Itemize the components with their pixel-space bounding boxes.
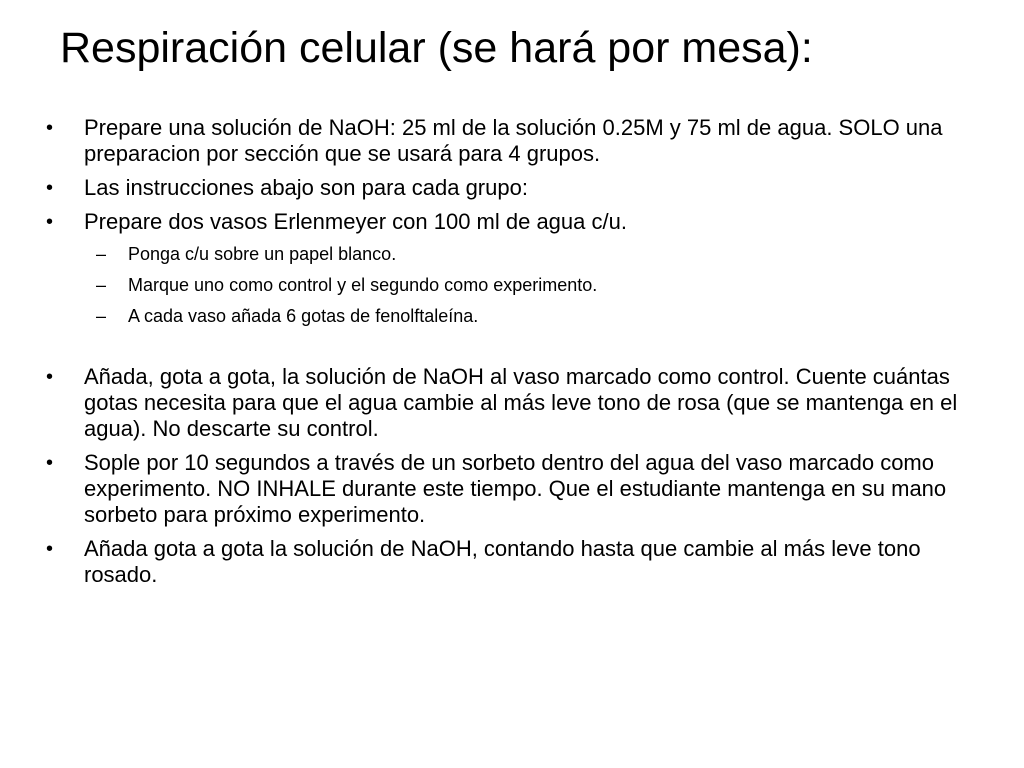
sub-bullet-marker: – [96, 306, 107, 326]
sub-bullet-text: A cada vaso añada 6 gotas de fenolftaleína. [128, 306, 479, 326]
bullet-marker: • [46, 211, 54, 233]
bullet-text: Prepare una solución de NaOH: 25 ml de la solución 0.25M y 75 ml de agua. SOLO una preparacion por sección que se usará para 4 grupos. [84, 115, 943, 166]
bullet-item [44, 450, 974, 528]
bullet-text: Sople por 10 segundos a través de un sorbeto dentro del agua del vaso marcado como experimento. NO INHALE durante este tiempo. Que el estudiante mantenga en su mano sorbeto para próximo experimento. [84, 450, 947, 527]
bullet-item [44, 209, 974, 235]
sub-bullet-marker: – [96, 244, 107, 264]
bullet-text: Prepare dos vasos Erlenmeyer con 100 ml de agua c/u. [84, 209, 627, 234]
sub-bullet-text: Marque uno como control y el segundo como experimento. [128, 275, 598, 295]
bullet-text: Añada gota a gota la solución de NaOH, contando hasta que cambie al más leve tono rosado. [84, 536, 921, 587]
bullet-marker: • [46, 366, 54, 388]
bullet-marker: • [46, 177, 54, 199]
bullet-item [44, 536, 974, 588]
bullet-marker: • [46, 538, 54, 560]
spacer [44, 336, 974, 364]
bullet-marker: • [46, 117, 54, 139]
bullet-text: Las instrucciones abajo son para cada grupo: [84, 175, 528, 200]
bullet-marker: • [46, 452, 54, 474]
slide-content [44, 115, 974, 596]
sub-bullet-item [44, 243, 974, 265]
bullet-item [44, 115, 974, 167]
sub-bullet-marker: – [96, 275, 107, 295]
bullet-item [44, 175, 974, 201]
bullet-item [44, 364, 974, 442]
sub-bullet-item [44, 274, 974, 296]
sub-bullet-text: Ponga c/u sobre un papel blanco. [128, 244, 397, 264]
sub-bullet-item [44, 305, 974, 327]
slide-title: Respiración celular (se hará por mesa): [60, 24, 813, 72]
bullet-text: Añada, gota a gota, la solución de NaOH al vaso marcado como control. Cuente cuántas gotas necesita para que el agua cambie al más leve tono de rosa (que se mantenga en el agua). No descarte su control. [84, 364, 958, 441]
